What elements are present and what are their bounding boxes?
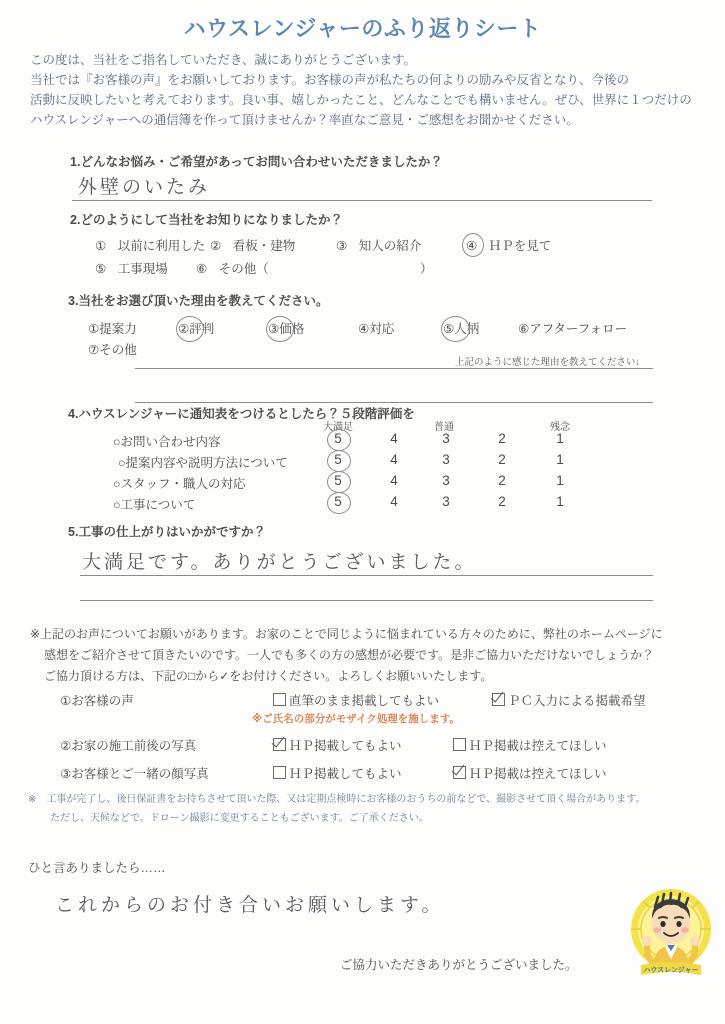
q2-option-3-label: 知人の紹介 [358, 239, 422, 253]
consent-item-1-choice-2[interactable] [492, 691, 646, 709]
question-1-answer: 外壁のいたみ [78, 176, 211, 198]
mosaic-notice: ※ご氏名の部分がモザイク処理を施します。 [252, 713, 460, 725]
rating-row-2-cell-4[interactable]: 4 [390, 452, 398, 467]
mascot-logo-icon [625, 885, 717, 977]
q2-option-1[interactable] [95, 236, 205, 254]
q3-option-4-label: 対応 [369, 322, 395, 336]
q3-option-5[interactable] [443, 319, 479, 337]
question-4-number: 4. [68, 407, 79, 421]
q2-option-5[interactable] [95, 259, 168, 277]
intro-line-4: ハウスレンジャーへの通信簿を作って頂けませんか？率直なご意見・ご感想をお聞かせください。 [30, 113, 579, 127]
consent-line-1: ※上記のお声についてお願いがあります。お家のことで同じように悩まれている方々のために、弊社のホームページに [30, 627, 663, 641]
rating-row-2-cell-1[interactable]: 1 [556, 452, 564, 467]
consent-item-3-label: ③お客様とご一緒の顔写真 [60, 767, 209, 781]
rating-row-4-label: ○工事について [113, 498, 196, 512]
mascot-logo-text: ハウスレンジャー [643, 967, 699, 974]
q3-option-1[interactable] [88, 319, 137, 337]
question-3-number: 3. [68, 294, 79, 308]
consent-item-3-choice-1[interactable] [273, 764, 402, 782]
q3-option-6-label: アフターフォロー [529, 322, 628, 336]
question-1-number: 1. [70, 155, 81, 169]
q2-option-6-label: その他（ [218, 262, 269, 276]
consent-paragraph [30, 624, 700, 687]
consent-item-3-choice-2-label: ＨＰ掲載は控えてほしい [469, 767, 607, 781]
q3-option-7-label: その他 [99, 343, 137, 357]
q3-option-7-marker: ⑦ [88, 343, 100, 357]
q2-option-2-label: 看板・建物 [232, 239, 296, 253]
consent-item-2-choice-2[interactable] [453, 736, 607, 754]
question-2-options-row-2 [0, 259, 725, 279]
q2-option-3-marker: ③ [336, 239, 348, 253]
question-5-heading [68, 522, 266, 540]
question-3-text: 当社をお選び頂いた理由を教えてください。 [78, 294, 329, 308]
q3-option-6-marker: ⑥ [518, 322, 530, 336]
rating-row-3-cell-4[interactable]: 4 [390, 473, 398, 488]
question-5-number: 5. [68, 525, 79, 539]
question-5-answer-rule-2 [80, 600, 653, 601]
question-4-heading [68, 404, 415, 422]
question-3-answer-rule-2 [135, 402, 653, 403]
consent-line-3: ご協力頂ける方は、下記の□から✓をお付けください。よろしくお願いいたします。 [44, 669, 493, 683]
question-1-heading [70, 152, 443, 170]
q2-option-5-label: 工事現場 [117, 262, 168, 276]
question-3-answer-rule-1 [135, 368, 653, 369]
consent-item-3-choice-1-label: ＨＰ掲載してもよい [289, 767, 402, 781]
q2-option-6[interactable] [196, 259, 269, 277]
rating-header-3: 普通 [434, 422, 454, 433]
q3-option-4[interactable] [358, 319, 394, 337]
rating-row-3-cell-1[interactable]: 1 [556, 473, 564, 488]
page-title: ハウスレンジャーのふり返りシート [183, 16, 542, 41]
checkbox-unchecked-icon[interactable] [273, 693, 286, 706]
rating-row-2-cell-2[interactable]: 2 [498, 452, 506, 467]
rating-row-3-label: ○スタッフ・職人の対応 [113, 477, 246, 491]
footer-prompt: ひと言ありましたら…… [28, 861, 166, 875]
rating-row-1-label: ○お問い合わせ内容 [113, 435, 221, 449]
checkbox-checked-icon[interactable] [492, 693, 505, 706]
footer-handwritten-message: これからのお付き合いお願いします。 [55, 894, 445, 916]
q3-option-5-label: 人柄 [454, 322, 480, 336]
q3-option-4-marker: ④ [358, 322, 370, 336]
rating-header-1: 残念 [550, 422, 570, 433]
checkbox-unchecked-icon[interactable] [453, 738, 466, 751]
rating-row-4-cell-2[interactable]: 2 [498, 494, 506, 509]
question-2-heading [70, 210, 343, 228]
question-3-heading [68, 291, 328, 309]
rating-row-3-cell-3[interactable]: 3 [442, 473, 450, 488]
checkbox-checked-icon[interactable] [453, 766, 466, 779]
checkbox-unchecked-icon[interactable] [273, 766, 286, 779]
q3-option-2-marker: ② [178, 322, 190, 336]
consent-item-1-choice-1-label: 直筆のまま掲載してもよい [289, 694, 440, 708]
rating-row-1-cell-2[interactable]: 2 [498, 431, 506, 446]
mascot-logo [625, 885, 717, 977]
question-1-text: どんなお悩み・ご希望があってお問い合わせいただきましたか？ [80, 155, 443, 169]
question-5-text: 工事の仕上がりはいかがですか？ [78, 525, 266, 539]
rating-row-2-cell-3[interactable]: 3 [442, 452, 450, 467]
q2-option-3[interactable] [336, 236, 421, 254]
intro-line-3: 活動に反映したいと考えております。良い事、嬉しかったこと、どんなことでも構いません。ぜひ、世界に１つだけの [30, 93, 692, 107]
rating-row-3-cell-5[interactable]: 5 [334, 473, 342, 488]
consent-item-2-choice-1[interactable] [273, 736, 402, 754]
checkbox-checked-icon[interactable] [273, 738, 286, 751]
rating-row-4-cell-3[interactable]: 3 [442, 494, 450, 509]
q2-option-other-close: ） [420, 262, 433, 276]
q3-option-3[interactable] [268, 319, 304, 337]
consent-item-2-label: ②お家の施工前後の写真 [60, 739, 197, 753]
q2-option-6-marker: ⑥ [196, 262, 208, 276]
rating-row-1-cell-1[interactable]: 1 [556, 431, 564, 446]
intro-paragraph [30, 50, 695, 130]
rating-row-1-cell-3[interactable]: 3 [442, 431, 450, 446]
consent-item-1-label: ①お客様の声 [60, 694, 134, 708]
q3-option-2[interactable] [178, 319, 214, 337]
question-2-text: どのようにして当社をお知りになりましたか？ [80, 213, 343, 227]
q3-option-6[interactable] [518, 319, 627, 337]
fineprint-line-1: ※ 工事が完了し、後日保証書をお持ちさせて頂いた際、又は定期点検時にお客様のおうちの前などで、撮影させて頂く場合があります。 [28, 794, 646, 805]
q3-option-5-marker: ⑤ [443, 322, 455, 336]
question-5-answer: 大満足です。ありがとうございました。 [82, 551, 477, 573]
rating-row-2-cell-5[interactable]: 5 [334, 452, 342, 467]
question-3-note: 上記のように感じた理由を教えてください↓ [455, 357, 641, 368]
question-2-number: 2. [70, 213, 81, 227]
question-1-answer-rule [72, 200, 652, 201]
consent-item-1-choice-2-label: ＰＣ入力による掲載希望 [508, 694, 646, 708]
intro-line-1: この度は、当社をご指名していただき、誠にありがとうございます。 [30, 53, 417, 67]
q3-option-3-marker: ③ [268, 322, 280, 336]
q2-option-5-marker: ⑤ [95, 262, 107, 276]
q3-option-7[interactable] [88, 340, 137, 358]
footer-thanks: ご協力いただきありがとうございました。 [340, 958, 578, 972]
rating-row-3-cell-2[interactable]: 2 [498, 473, 506, 488]
rating-header-5: 大満足 [323, 422, 353, 433]
q3-option-2-label: 評判 [189, 322, 215, 336]
q3-option-1-label: 提案力 [99, 322, 137, 336]
question-5-answer-rule-1 [80, 575, 653, 576]
q2-option-4-marker: ④ [466, 239, 478, 253]
q3-option-1-marker: ① [88, 322, 100, 336]
q3-option-3-label: 価格 [279, 322, 305, 336]
rating-row-1-cell-5[interactable]: 5 [334, 431, 342, 446]
q2-option-2-marker: ② [210, 239, 222, 253]
consent-line-2: 感想をご紹介させて頂きたいのです。一人でも多くの方の感想が必要です。是非ご協力いただけないでしょうか？ [44, 648, 655, 662]
question-2-options-row-1 [0, 236, 725, 256]
rating-row-1-cell-4[interactable]: 4 [390, 431, 398, 446]
consent-item-3-choice-2[interactable] [453, 764, 607, 782]
rating-row-4-cell-5[interactable]: 5 [334, 494, 342, 509]
q2-option-4-label: ＨＰを見て [488, 239, 552, 253]
question-3-options-row-1 [0, 319, 725, 339]
rating-row-2-label: ○提案内容や説明方法について [118, 456, 288, 470]
rating-row-4-cell-1[interactable]: 1 [556, 494, 564, 509]
fineprint-line-2: ただし、天候などで、ドローン撮影に変更することもございます。ご了承ください。 [50, 813, 429, 824]
consent-item-2-choice-2-label: ＨＰ掲載は控えてほしい [469, 739, 607, 753]
rating-row-4-cell-4[interactable]: 4 [390, 494, 398, 509]
fineprint-block [28, 790, 708, 828]
intro-line-2: 当社では『お客様の声』をお願いしております。お客様の声が私たちの何よりの励みや反省となり、今後の [30, 73, 630, 87]
q2-option-4[interactable] [466, 236, 551, 254]
consent-item-1-choice-1[interactable] [273, 691, 439, 709]
q2-option-1-label: 以前に利用した [117, 239, 206, 253]
consent-item-2-choice-1-label: ＨＰ掲載してもよい [289, 739, 402, 753]
q2-option-2[interactable] [210, 236, 295, 254]
q2-option-1-marker: ① [95, 239, 107, 253]
question-4-text: ハウスレンジャーに通知表をつけるとしたら？５段階評価を [78, 407, 415, 421]
